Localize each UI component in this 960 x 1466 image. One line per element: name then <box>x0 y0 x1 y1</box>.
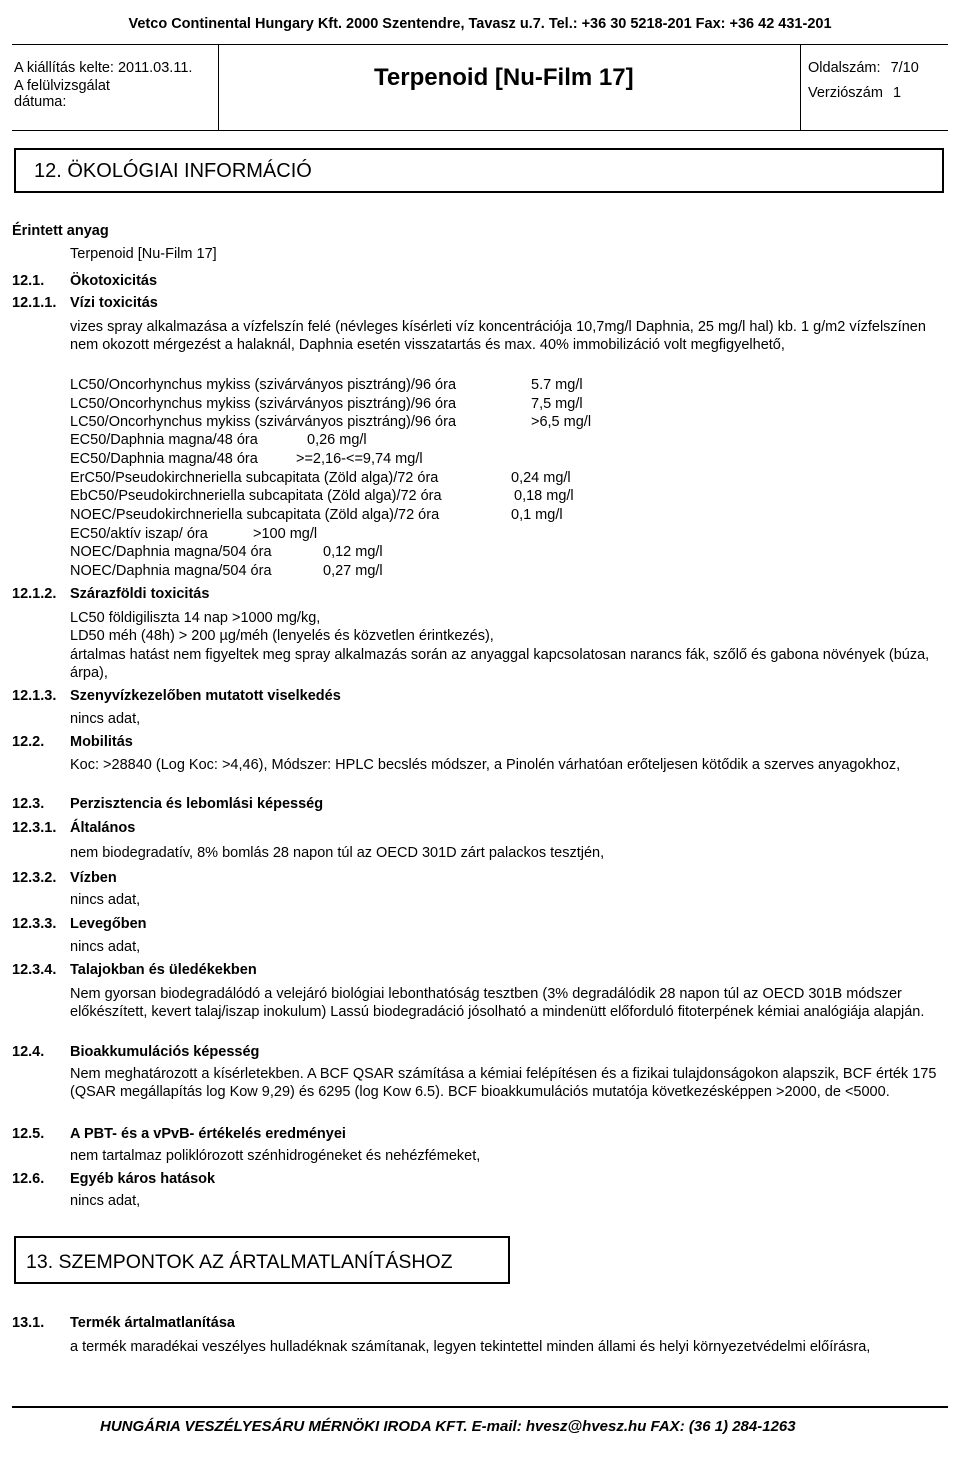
s12-2-num: 12.2. <box>12 734 45 750</box>
page-number-row <box>808 60 919 76</box>
general-degradation-text: nem biodegradatív, 8% bomlás 28 napon túl az OECD 301D zárt palackos tesztjén, <box>70 845 605 861</box>
s12-3-1-num: 12.3.1. <box>12 820 57 836</box>
affected-substance-label: Érintett anyag <box>12 223 109 239</box>
s12-5-num: 12.5. <box>12 1126 45 1142</box>
tox-label: ErC50/Pseudokirchneriella subcapitata (Zöld alga)/72 óra <box>70 470 439 486</box>
soil-text: Nem gyorsan biodegradálódó a velejáró biológiai lebonthatóság tesztben (3% degradálódik 28 napon túl az OECD 301B módszer előkészített, kevert talaj/iszap inokulum) Lassú biodegradáció jósolható a mindenütt előforduló fitoterpének kémiai analógiája alapján. <box>70 986 925 1020</box>
tox-label: LC50/Oncorhynchus mykiss (szivárványos pisztráng)/96 óra <box>70 377 457 393</box>
tox-value: 0,26 mg/l <box>307 432 367 448</box>
s12-4-num: 12.4. <box>12 1044 45 1060</box>
tox-value: >=2,16-<=9,74 mg/l <box>296 451 423 467</box>
tox-label: LC50/Oncorhynchus mykiss (szivárványos pisztráng)/96 óra <box>70 396 457 412</box>
header-divider-left <box>218 44 219 130</box>
s12-1-2-num: 12.1.2. <box>12 586 57 602</box>
revision-label-1: A felülvizsgálat <box>14 78 110 94</box>
version-row <box>808 85 901 101</box>
s12-3-4-title: Talajokban és üledékekben <box>70 962 257 978</box>
document-title: Terpenoid [Nu-Film 17] <box>374 64 634 91</box>
terrestrial-line-1: LC50 földigiliszta 14 nap >1000 mg/kg, <box>70 610 321 626</box>
tox-label: EC50/Daphnia magna/48 óra <box>70 432 258 448</box>
section-13-box <box>14 1236 510 1284</box>
page-number-label: Oldalszám: <box>808 60 881 76</box>
issue-date-row <box>14 60 192 76</box>
pbt-text: nem tartalmaz poliklórozott szénhidrogéneket és nehézfémeket, <box>70 1148 481 1164</box>
s12-1-3-title: Szenyvízkezelőben mutatott viselkedés <box>70 688 341 704</box>
s12-1-num: 12.1. <box>12 273 45 289</box>
tox-value: 0,1 mg/l <box>511 507 563 523</box>
water-text: nincs adat, <box>70 892 141 908</box>
s12-3-title: Perzisztencia és lebomlási képesség <box>70 796 324 812</box>
s12-5-title: A PBT- és a vPvB- értékelés eredményei <box>70 1126 346 1142</box>
s12-6-title: Egyéb káros hatások <box>70 1171 216 1187</box>
section-12-box <box>14 148 944 193</box>
s12-3-2-title: Vízben <box>70 870 117 886</box>
s12-1-3-num: 12.1.3. <box>12 688 57 704</box>
affected-substance-value: Terpenoid [Nu-Film 17] <box>70 246 217 262</box>
section-13-title: 13. SZEMPONTOK AZ ÁRTALMATLANÍTÁSHOZ <box>26 1251 453 1273</box>
tox-value: 5.7 mg/l <box>531 377 583 393</box>
tox-label: NOEC/Pseudokirchneriella subcapitata (Zöld alga)/72 óra <box>70 507 440 523</box>
s12-1-1-title: Vízi toxicitás <box>70 295 158 311</box>
version-value: 1 <box>892 85 902 101</box>
s12-1-title: Ökotoxicitás <box>70 273 158 289</box>
bioaccumulation-text: Nem meghatározott a kísérletekben. A BCF QSAR számítása a kémiai felépítésen és a fizikai tulajdonságokon alapszik, BCF érték 175 (QSAR megállapítás log Kow 9,29) és 6295 (log Kow 6.5). BCF bioakkumulációs mutatója következésképpen >2000, de <5000. <box>70 1066 937 1100</box>
wastewater-text: nincs adat, <box>70 711 141 727</box>
issue-date-value: 2011.03.11. <box>117 60 193 76</box>
issue-date-label: A kiállítás kelte: <box>14 60 114 76</box>
s12-2-title: Mobilitás <box>70 734 133 750</box>
s12-3-3-title: Levegőben <box>70 916 147 932</box>
s12-3-3-num: 12.3.3. <box>12 916 57 932</box>
tox-value: 7,5 mg/l <box>531 396 583 412</box>
header-divider-right <box>800 44 801 130</box>
s12-1-1-num: 12.1.1. <box>12 295 57 311</box>
tox-label: EC50/Daphnia magna/48 óra <box>70 451 258 467</box>
tox-label: NOEC/Daphnia magna/504 óra <box>70 563 272 579</box>
footer-text: HUNGÁRIA VESZÉLYESÁRU MÉRNÖKI IRODA KFT. E-mail: hvesz@hvesz.hu FAX: (36 1) 284-1263 <box>100 1418 796 1435</box>
tox-value: 0,18 mg/l <box>514 488 574 504</box>
tox-label: NOEC/Daphnia magna/504 óra <box>70 544 272 560</box>
s12-3-4-num: 12.3.4. <box>12 962 57 978</box>
tox-value: >6,5 mg/l <box>531 414 592 430</box>
air-text: nincs adat, <box>70 939 141 955</box>
mobility-text: Koc: >28840 (Log Koc: >4,46), Módszer: HPLC becslés módszer, a Pinolén várhatóan erőteljesen kötődik a szerves anyagokhoz, <box>70 757 901 773</box>
tox-value: 0,27 mg/l <box>323 563 383 579</box>
s12-1-2-title: Szárazföldi toxicitás <box>70 586 210 602</box>
tox-value: 0,12 mg/l <box>323 544 383 560</box>
other-effects-text: nincs adat, <box>70 1193 141 1209</box>
s13-1-num: 13.1. <box>12 1315 45 1331</box>
header-top-rule <box>12 44 948 45</box>
tox-value: >100 mg/l <box>253 526 318 542</box>
company-header: Vetco Continental Hungary Kft. 2000 Szentendre, Tavasz u.7. Tel.: +36 30 5218-201 Fax: +36 42 431-201 <box>128 16 832 32</box>
s12-4-title: Bioakkumulációs képesség <box>70 1044 260 1060</box>
footer-rule <box>12 1406 948 1408</box>
tox-label: LC50/Oncorhynchus mykiss (szivárványos pisztráng)/96 óra <box>70 414 457 430</box>
tox-label: EC50/aktív iszap/ óra <box>70 526 208 542</box>
s12-3-num: 12.3. <box>12 796 45 812</box>
version-label: Verziószám <box>808 85 883 101</box>
tox-label: EbC50/Pseudokirchneriella subcapitata (Zöld alga)/72 óra <box>70 488 442 504</box>
revision-label-2: dátuma: <box>14 94 67 110</box>
s12-3-2-num: 12.3.2. <box>12 870 57 886</box>
terrestrial-line-3: ártalmas hatást nem figyeltek meg spray alkalmazás során az anyaggal kapcsolatosan narancs fák, szőlő és gabona növények (búza, árpa), <box>70 647 930 681</box>
page-number-value: 7/10 <box>890 60 919 76</box>
terrestrial-line-2: LD50 méh (48h) > 200 µg/méh (lenyelés és közvetlen érintkezés), <box>70 628 494 644</box>
tox-value: 0,24 mg/l <box>511 470 571 486</box>
s13-1-title: Termék ártalmatlanítása <box>70 1315 235 1331</box>
header-bottom-rule <box>12 130 948 131</box>
s12-6-num: 12.6. <box>12 1171 45 1187</box>
aquatic-toxicity-text: vizes spray alkalmazása a vízfelszín felé (névleges kísérleti víz koncentrációja 10,7mg/l Daphnia, 25 mg/l hal) kb. 1 g/m2 vízfelszínen nem okozott mérgezést a halaknál, Daphnia esetén visszatartás és max. 40% immobilizáció volt megfigyelhető, <box>70 319 926 353</box>
disposal-text: a termék maradékai veszélyes hulladéknak számítanak, legyen tekintettel minden állami és helyi környezetvédelmi előírásra, <box>70 1339 871 1355</box>
s12-3-1-title: Általános <box>70 820 136 836</box>
section-12-title: 12. ÖKOLÓGIAI INFORMÁCIÓ <box>34 160 312 182</box>
